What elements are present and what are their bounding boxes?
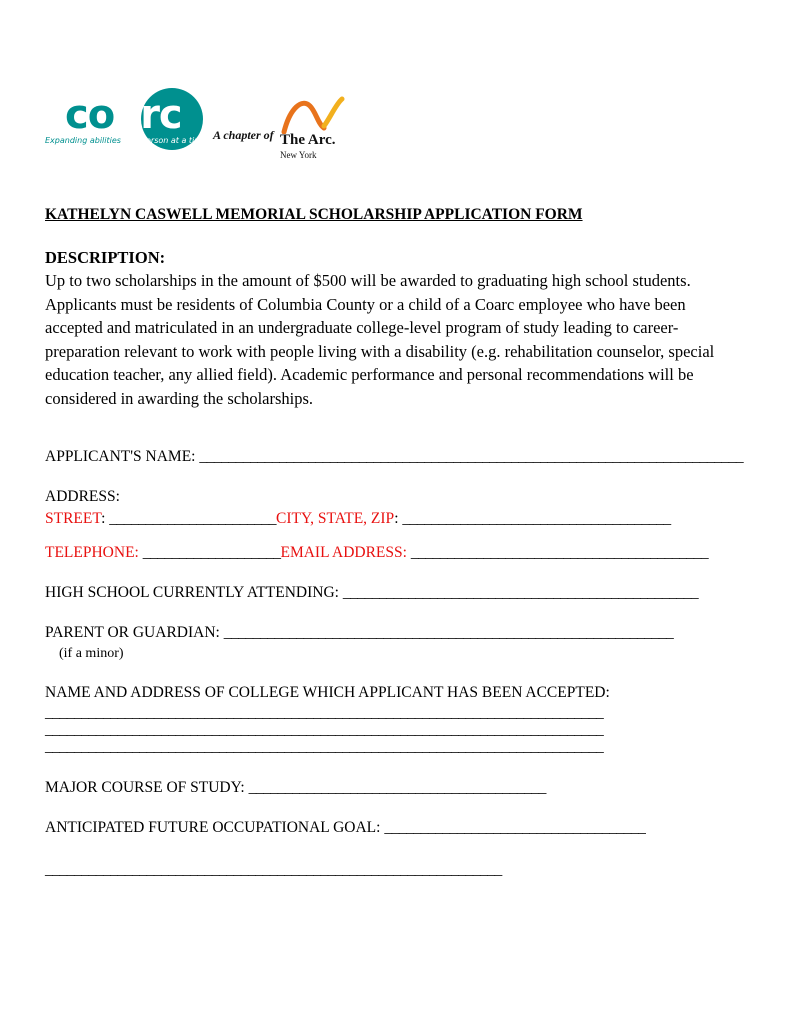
street-city-row <box>45 508 745 530</box>
address-label: ADDRESS: <box>45 488 120 505</box>
telephone-input[interactable]: ___________________ <box>142 544 281 561</box>
college-input-line-3[interactable]: _____________________________________________________________________________ <box>45 738 604 755</box>
college-input-line-2[interactable]: _____________________________________________________________________________ <box>45 721 604 738</box>
high-school-input[interactable]: _________________________________________________ <box>342 584 699 601</box>
applicant-name-field <box>45 446 745 468</box>
coarc-logo <box>45 84 205 154</box>
description-body: Up to two scholarships in the amount of $500 will be awarded to graduating high school students. Applicants must be residents of Columbia County or a child of a Coarc employee who have been accepted and matriculated in an undergraduate college-level program of study leading to career-preparation relevant to work with people living with a disability (e.g. rehabilitation counselor, special education teacher, any allied field). Academic performance and personal recommendations will be considered in awarding the scholarships. <box>45 271 715 408</box>
page-title: KATHELYN CASWELL MEMORIAL SCHOLARSHIP APPLICATION FORM <box>45 206 583 223</box>
chapter-of-label: A chapter of <box>213 128 274 142</box>
form-fields <box>45 446 745 878</box>
major-field <box>45 777 745 799</box>
telephone-label: TELEPHONE <box>45 544 135 561</box>
city-state-zip-colon: : <box>394 510 399 527</box>
parent-guardian-field <box>45 622 745 644</box>
street-colon: : <box>101 510 106 527</box>
city-state-zip-input[interactable]: _____________________________________ <box>402 510 671 527</box>
coarc-tagline <box>45 136 205 145</box>
if-minor-note: (if a minor) <box>59 646 124 661</box>
coarc-tagline-teal: one person at a time <box>123 136 207 145</box>
college-input-line-1[interactable]: _____________________________________________________________________________ <box>45 704 604 721</box>
parent-guardian-input[interactable]: ______________________________________________________________ <box>223 624 674 641</box>
goal-field <box>45 817 745 839</box>
coarc-wordmark <box>65 92 182 138</box>
street-label: STREET <box>45 510 102 527</box>
major-input[interactable]: _________________________________________ <box>248 779 546 796</box>
coarc-word-arc: arc <box>114 92 182 138</box>
description-label: DESCRIPTION: <box>45 248 166 267</box>
email-input[interactable]: _________________________________________ <box>410 544 709 561</box>
goal-input[interactable]: ____________________________________ <box>384 819 646 836</box>
email-label: EMAIL ADDRESS <box>280 544 403 561</box>
applicant-name-label: APPLICANT'S NAME: <box>45 448 196 465</box>
arc-logo <box>280 96 385 166</box>
parent-guardian-label: PARENT OR GUARDIAN: <box>45 624 220 641</box>
coarc-word-co: co <box>65 92 115 138</box>
email-colon: : <box>402 544 407 561</box>
arc-swoosh-icon <box>280 96 352 134</box>
applicant-name-input[interactable]: ___________________________________________________________________________ <box>199 448 744 465</box>
major-label: MAJOR COURSE OF STUDY: <box>45 779 245 796</box>
city-state-zip-label: CITY, STATE, ZIP <box>276 510 395 527</box>
goal-input-line-2[interactable]: _______________________________________________________________ <box>45 861 502 878</box>
arc-region: New York <box>280 150 317 160</box>
arc-name: The Arc. <box>280 132 336 148</box>
telephone-email-row <box>45 542 745 564</box>
high-school-field <box>45 582 745 604</box>
telephone-colon: : <box>134 544 139 561</box>
document-content <box>45 78 745 878</box>
goal-label: ANTICIPATED FUTURE OCCUPATIONAL GOAL: <box>45 819 381 836</box>
college-label: NAME AND ADDRESS OF COLLEGE WHICH APPLICANT HAS BEEN ACCEPTED: <box>45 684 610 701</box>
street-input[interactable]: _______________________ <box>109 510 276 527</box>
letterhead <box>45 78 745 168</box>
high-school-label: HIGH SCHOOL CURRENTLY ATTENDING: <box>45 584 339 601</box>
coarc-tagline-pre: Expanding abilities <box>45 136 124 145</box>
